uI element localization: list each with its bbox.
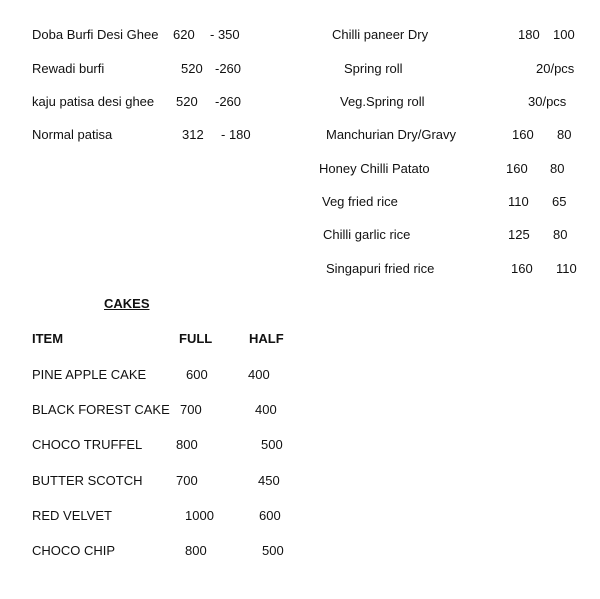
cake-name: RED VELVET [32,508,112,523]
sweet-name: kaju patisa desi ghee [32,94,155,109]
chinese-price-full: 160 [512,127,534,142]
cake-price-full: 800 [176,437,198,452]
sweet-price-2: - 180 [221,127,251,142]
chinese-price-half: 65 [552,194,567,209]
chinese-price-half: 80 [557,127,572,142]
chinese-item-name: Chilli paneer Dry [332,27,429,42]
cake-price-half: 600 [259,508,281,523]
cake-name: BUTTER SCOTCH [32,473,143,488]
chinese-item-name: Veg fried rice [322,194,398,209]
cakes-title: CAKES [104,296,150,311]
cake-price-half: 400 [255,402,277,417]
cake-price-half: 500 [262,543,284,558]
cake-price-full: 800 [185,543,207,558]
chinese-item-name: Manchurian Dry/Gravy [326,127,457,142]
chinese-item-name: Singapuri fried rice [326,261,435,276]
chinese-price-full: 30/pcs [528,94,567,109]
chinese-price-full: 20/pcs [536,61,575,76]
chinese-item-name: Chilli garlic rice [323,227,411,242]
chinese-price-full: 110 [508,194,529,209]
chinese-item-name: Honey Chilli Patato [319,161,430,176]
cake-price-half: 400 [248,367,270,382]
chinese-price-full: 180 [518,27,540,42]
sweet-name: Rewadi burfi [32,61,105,76]
cake-price-full: 700 [180,402,202,417]
chinese-price-full: 125 [508,227,530,242]
sweet-price-2: -260 [215,61,242,76]
cakes-header-half: HALF [249,331,284,346]
cake-name: PINE APPLE CAKE [32,367,147,382]
cake-name: BLACK FOREST CAKE [32,402,170,417]
sweet-price-1: 620 [173,27,195,42]
cake-price-full: 600 [186,367,208,382]
cake-price-half: 450 [258,473,280,488]
cake-price-half: 500 [261,437,283,452]
cake-name: CHOCO TRUFFEL [32,437,143,452]
chinese-price-half: 80 [550,161,565,176]
chinese-price-half: 100 [553,27,575,42]
sweet-price-1: 312 [182,127,204,142]
chinese-price-full: 160 [506,161,528,176]
sweet-price-2: - 350 [210,27,240,42]
sweet-name: Normal patisa [32,127,113,142]
cake-price-full: 1000 [185,508,214,523]
cake-name: CHOCO CHIP [32,543,116,558]
sweet-name: Doba Burfi Desi Ghee [32,27,159,42]
chinese-price-full: 160 [511,261,533,276]
chinese-price-half: 80 [553,227,568,242]
sweet-price-1: 520 [181,61,203,76]
chinese-item-name: Veg.Spring roll [340,94,425,109]
chinese-item-name: Spring roll [344,61,403,76]
sweet-price-2: -260 [215,94,242,109]
chinese-price-half: 110 [556,261,577,276]
cakes-header-item: ITEM [32,331,64,346]
cake-price-full: 700 [176,473,198,488]
sweet-price-1: 520 [176,94,198,109]
cakes-header-full: FULL [179,331,213,346]
